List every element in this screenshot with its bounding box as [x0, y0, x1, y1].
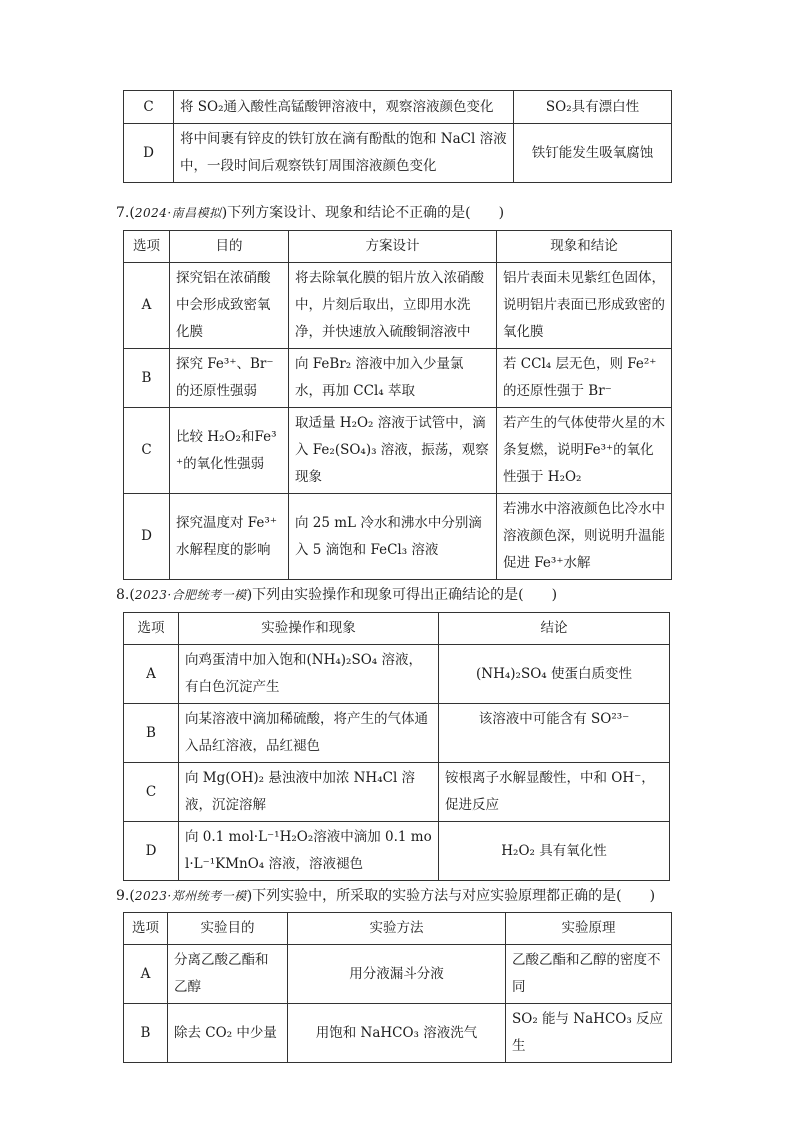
method-cell: 将中间裹有锌皮的铁钉放在滴有酚酞的饱和 NaCl 溶液中，一段时间后观察铁钉周围溶液颜色变化: [174, 124, 514, 183]
method-cell: 用分液漏斗分液: [288, 945, 506, 1004]
operation-cell: 向鸡蛋清中加入饱和(NH₄)₂SO₄ 溶液，有白色沉淀产生: [179, 645, 439, 704]
table-header-row: [124, 613, 670, 645]
option-cell: D: [124, 494, 170, 580]
question-text: )下列由实验操作和现象可得出正确结论的是( ): [246, 587, 558, 603]
column-header: 实验目的: [168, 913, 288, 945]
question-7-table: [123, 230, 672, 580]
design-cell: 向 FeBr₂ 溶液中加入少量氯水，再加 CCl₄ 萃取: [289, 349, 497, 408]
table-row: [124, 408, 672, 494]
goal-cell: 探究铝在浓硝酸中会形成致密氧化膜: [170, 263, 289, 349]
table-row: [124, 349, 672, 408]
table-row: [124, 494, 672, 580]
option-cell: A: [124, 645, 179, 704]
method-cell: 将 SO₂通入酸性高锰酸钾溶液中，观察溶液颜色变化: [174, 91, 514, 124]
question-text: )下列实验中，所采取的实验方法与对应实验原理都正确的是( ): [246, 888, 656, 904]
conclusion-cell: 铵根离子水解显酸性，中和 OH⁻，促进反应: [439, 763, 670, 822]
design-cell: 将去除氧化膜的铝片放入浓硝酸中，片刻后取出，立即用水洗净，并快速放入硫酸铜溶液中: [289, 263, 497, 349]
option-cell: B: [124, 704, 179, 763]
table-row: [124, 645, 670, 704]
question-8-title: [116, 585, 557, 605]
option-cell: C: [124, 763, 179, 822]
question-7-title: [116, 203, 504, 223]
operation-cell: 向某溶液中滴加稀硫酸，将产生的气体通入品红溶液，品红褪色: [179, 704, 439, 763]
column-header: 结论: [439, 613, 670, 645]
question-9-title: [116, 886, 655, 906]
option-cell: A: [124, 945, 168, 1004]
principle-cell: 乙酸乙酯和乙醇的密度不同: [506, 945, 672, 1004]
column-header: 选项: [124, 231, 170, 263]
question-number: 8.(: [116, 587, 135, 603]
option-cell: A: [124, 263, 170, 349]
question-number: 7.(: [116, 205, 135, 221]
principle-cell: SO₂ 能与 NaHCO₃ 反应生: [506, 1004, 672, 1063]
goal-cell: 除去 CO₂ 中少量: [168, 1004, 288, 1063]
table-row: [124, 822, 670, 881]
table-header-row: [124, 913, 672, 945]
column-header: 选项: [124, 613, 179, 645]
option-cell: B: [124, 1004, 168, 1063]
goal-cell: 探究 Fe³⁺、Br⁻的还原性强弱: [170, 349, 289, 408]
conclusion-cell: 该溶液中可能含有 SO²³⁻: [439, 704, 670, 763]
option-cell: D: [124, 822, 179, 881]
column-header: 实验操作和现象: [179, 613, 439, 645]
conclusion-cell: (NH₄)₂SO₄ 使蛋白质变性: [439, 645, 670, 704]
operation-cell: 向 Mg(OH)₂ 悬浊液中加浓 NH₄Cl 溶液，沉淀溶解: [179, 763, 439, 822]
result-cell: 若沸水中溶液颜色比冷水中溶液颜色深，则说明升温能促进 Fe³⁺水解: [497, 494, 672, 580]
question-source: 2023·合肥统考一模: [134, 588, 247, 602]
goal-cell: 探究温度对 Fe³⁺水解程度的影响: [170, 494, 289, 580]
question-8-table: [123, 612, 670, 881]
table-row: [124, 945, 672, 1004]
conclusion-cell: H₂O₂ 具有氧化性: [439, 822, 670, 881]
goal-cell: 分离乙酸乙酯和乙醇: [168, 945, 288, 1004]
table-row: [124, 124, 672, 183]
question-source: 2023·郑州统考一模: [134, 889, 247, 903]
column-header: 实验方法: [288, 913, 506, 945]
option-cell: C: [124, 408, 170, 494]
question-source: 2024·南昌模拟: [134, 206, 222, 220]
option-cell: D: [124, 124, 174, 183]
option-cell: B: [124, 349, 170, 408]
table-row: [124, 1004, 672, 1063]
principle-cell: SO₂具有漂白性: [514, 91, 672, 124]
table-header-row: [124, 231, 672, 263]
table-row: [124, 704, 670, 763]
goal-cell: 比较 H₂O₂和Fe³⁺的氧化性强弱: [170, 408, 289, 494]
question-text: )下列方案设计、现象和结论不正确的是( ): [221, 205, 505, 221]
method-cell: 用饱和 NaHCO₃ 溶液洗气: [288, 1004, 506, 1063]
option-cell: C: [124, 91, 174, 124]
operation-cell: 向 0.1 mol·L⁻¹H₂O₂溶液中滴加 0.1 mol·L⁻¹KMnO₄ 溶液，溶液褪色: [179, 822, 439, 881]
table-row: [124, 763, 670, 822]
question-9-table: [123, 912, 672, 1063]
result-cell: 若 CCl₄ 层无色，则 Fe²⁺的还原性强于 Br⁻: [497, 349, 672, 408]
column-header: 实验原理: [506, 913, 672, 945]
principle-cell: 铁钉能发生吸氧腐蚀: [514, 124, 672, 183]
column-header: 选项: [124, 913, 168, 945]
table-continued: [123, 90, 672, 183]
column-header: 目的: [170, 231, 289, 263]
column-header: 方案设计: [289, 231, 497, 263]
column-header: 现象和结论: [497, 231, 672, 263]
result-cell: 若产生的气体使带火星的木条复燃，说明Fe³⁺的氧化性强于 H₂O₂: [497, 408, 672, 494]
result-cell: 铝片表面未见紫红色固体，说明铝片表面已形成致密的氧化膜: [497, 263, 672, 349]
question-number: 9.(: [116, 888, 135, 904]
table-row: [124, 263, 672, 349]
design-cell: 向 25 mL 冷水和沸水中分别滴入 5 滴饱和 FeCl₃ 溶液: [289, 494, 497, 580]
table-row: [124, 91, 672, 124]
design-cell: 取适量 H₂O₂ 溶液于试管中，滴入 Fe₂(SO₄)₃ 溶液，振荡，观察现象: [289, 408, 497, 494]
